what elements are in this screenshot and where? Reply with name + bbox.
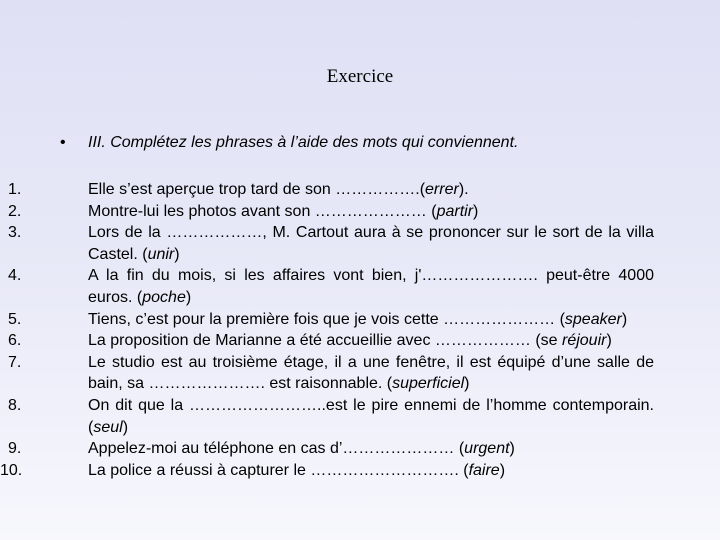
item-text-end: ) — [174, 245, 180, 263]
item-text-end: ) — [464, 375, 470, 393]
exercise-item — [0, 352, 654, 395]
item-number: 6. — [8, 332, 22, 350]
item-hint: réjouir — [562, 332, 607, 350]
instruction-text: III. Complétez les phrases à l’aide des mots qui conviennent. — [88, 134, 519, 151]
exercise-item — [0, 460, 654, 482]
slide-title: Exercice — [326, 66, 394, 87]
item-text-end: ) — [473, 202, 479, 220]
item-number: 5. — [8, 310, 22, 328]
exercise-item — [0, 179, 654, 201]
item-text-end: ). — [458, 181, 469, 198]
item-text: Elle s’est aperçue trop tard de son …………….( — [88, 181, 426, 198]
item-text-end: ) — [509, 440, 515, 458]
exercise-item — [0, 222, 654, 265]
item-number: 2. — [8, 202, 22, 220]
exercise-item — [0, 309, 654, 331]
item-text: Montre-lui les photos avant son ………………… ( — [88, 202, 437, 220]
item-hint: unir — [147, 245, 175, 263]
exercise-item — [0, 265, 654, 308]
bullet-icon: • — [60, 134, 66, 151]
exercise-item — [0, 438, 654, 460]
item-number: 7. — [8, 353, 22, 371]
item-text: A la fin du mois, si les affaires vont bien, j'…………………. peut-être 4000 euros. ( — [88, 267, 654, 306]
item-hint: poche — [142, 288, 186, 306]
exercise-item — [0, 330, 654, 352]
exercise-list — [0, 179, 654, 481]
exercise-item — [0, 201, 654, 223]
item-text: Le studio est au troisième étage, il a une fenêtre, il est équipé d’une salle de bain, sa …………………. est raisonnable. ( — [88, 353, 654, 393]
item-hint: seul — [93, 418, 123, 436]
item-text: Tiens, c’est pour la première fois que je vois cette ………………… ( — [88, 310, 565, 328]
item-text-end: ) — [621, 310, 628, 328]
exercise-item — [0, 395, 654, 438]
item-text: La police a réussi à capturer le ………………………. ( — [88, 461, 469, 479]
item-text: Lors de la ………………, M. Cartout aura à se prononcer sur le sort de la villa Castel. ( — [88, 224, 654, 263]
instruction — [60, 134, 518, 152]
item-number: 9. — [8, 440, 22, 458]
item-number: 4. — [8, 267, 22, 285]
item-text-end: ) — [122, 418, 129, 436]
item-text-end: ) — [185, 288, 192, 306]
item-hint: speaker — [564, 310, 622, 328]
item-number: 8. — [8, 396, 22, 414]
item-hint: superficiel — [392, 375, 465, 393]
item-hint: errer — [425, 181, 459, 198]
item-number: 3. — [8, 224, 22, 242]
item-text-end: ) — [606, 332, 612, 350]
item-text: La proposition de Marianne a été accueillie avec ……………… (se — [88, 332, 562, 350]
item-hint: faire — [468, 461, 500, 479]
item-text-end: ) — [499, 461, 506, 479]
item-hint: urgent — [464, 440, 510, 458]
item-number: 1. — [8, 181, 22, 198]
item-text: On dit que la ……………………..est le pire ennemi de l’homme contemporain. ( — [88, 396, 654, 436]
item-text: Appelez-moi au téléphone en cas d’………………… ( — [88, 440, 465, 458]
item-number: 10. — [0, 461, 23, 479]
item-hint: partir — [436, 202, 474, 220]
